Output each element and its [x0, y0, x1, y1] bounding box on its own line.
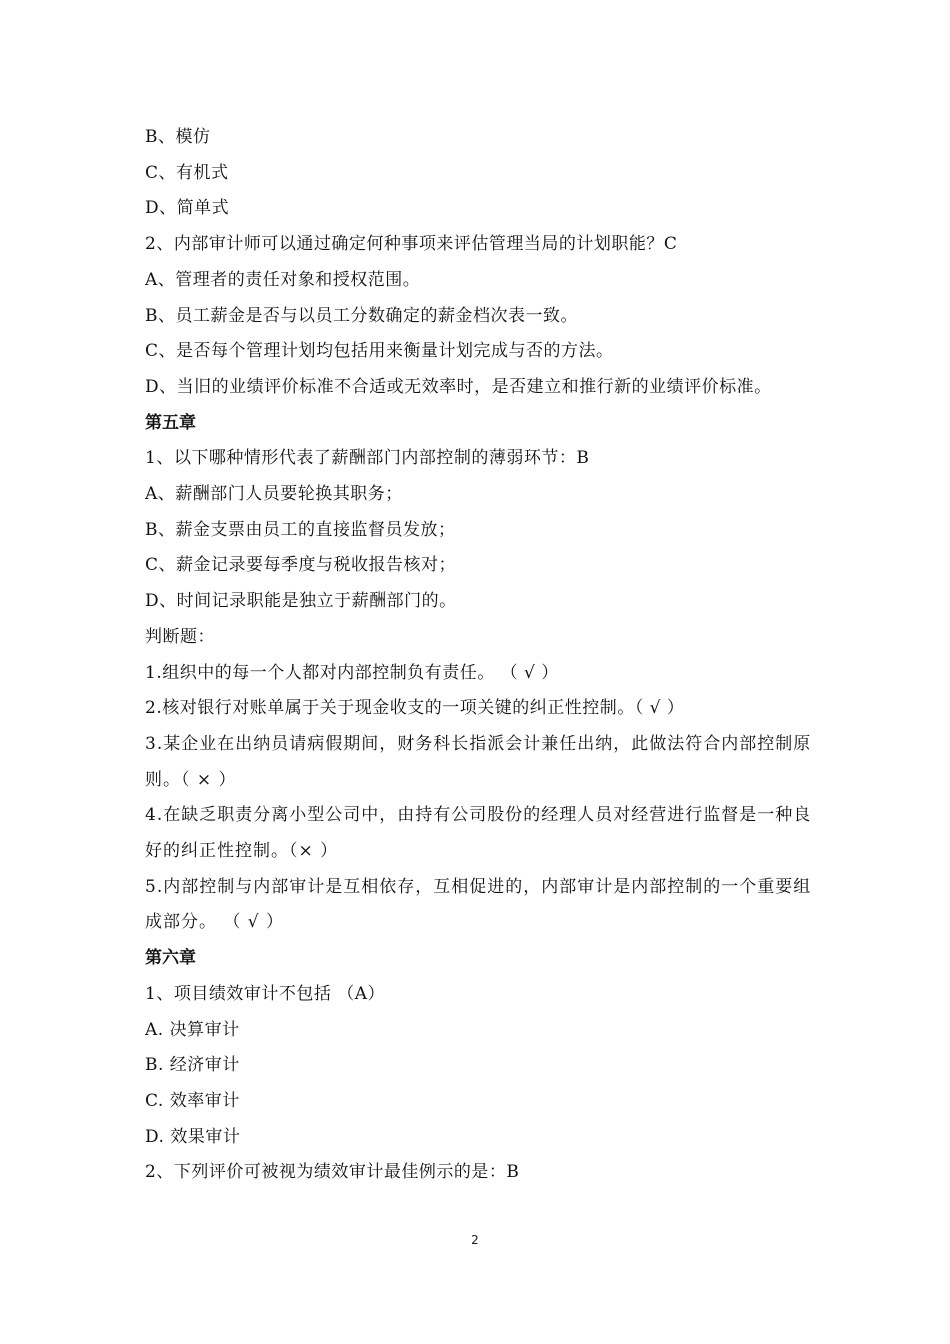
true-false-heading: 判断题：: [145, 626, 215, 647]
true-false-item-1: 1.组织中的每一个人都对内部控制负有责任。 （ √ ）: [145, 662, 559, 683]
question-2-planning-function: 2、内部审计师可以通过确定何种事项来评估管理当局的计划职能？C: [145, 234, 678, 255]
question-1-payroll-control: 1、以下哪种情形代表了薪酬部门内部控制的薄弱环节：B: [145, 448, 590, 469]
option-a-final-accounts-audit: A. 决算审计: [145, 1019, 240, 1040]
option-d-simple: D、简单式: [145, 198, 230, 219]
chapter-5-heading: 第五章: [145, 412, 196, 433]
option-c: C、薪金记录要每季度与税收报告核对；: [145, 555, 457, 576]
true-false-item-4: 4.在缺乏职责分离小型公司中，由持有公司股份的经理人员对经营进行监督是一种良好的纠正性控制。（× ）: [145, 805, 812, 862]
true-false-item-3: 3.某企业在出纳员请病假期间，财务科长指派会计兼任出纳，此做法符合内部控制原则。（ × ）: [145, 733, 812, 790]
true-false-item-2: 2.核对银行对账单属于关于现金收支的一项关键的纠正性控制。（ √ ）: [145, 698, 685, 719]
question-2-best-example: 2、下列评价可被视为绩效审计最佳例示的是：B: [145, 1162, 520, 1183]
option-d-effectiveness-audit: D. 效果审计: [145, 1126, 241, 1147]
true-false-item-5: 5.内部控制与内部审计是互相依存，互相促进的，内部审计是内部控制的一个重要组成部分。 （ √ ）: [145, 876, 812, 933]
page-number: 2: [471, 1233, 479, 1247]
chapter-6-heading: 第六章: [145, 948, 196, 969]
option-c-organic: C、有机式: [145, 162, 229, 183]
option-a: A、薪酬部门人员要轮换其职务；: [145, 484, 403, 505]
option-a: A、管理者的责任对象和授权范围。: [145, 269, 421, 290]
option-b: B、员工薪金是否与以员工分数确定的薪金档次表一致。: [145, 305, 578, 326]
option-d: D、当旧的业绩评价标准不合适或无效率时，是否建立和推行新的业绩评价标准。: [145, 376, 772, 397]
option-c-efficiency-audit: C. 效率审计: [145, 1090, 240, 1111]
page-content: [145, 120, 815, 1191]
option-b: B、薪金支票由员工的直接监督员发放；: [145, 519, 456, 540]
option-c: C、是否每个管理计划均包括用来衡量计划完成与否的方法。: [145, 341, 614, 362]
option-b-economy-audit: B. 经济审计: [145, 1055, 240, 1076]
question-1-performance-audit: 1、项目绩效审计不包括 （A）: [145, 983, 385, 1004]
option-d: D、时间记录职能是独立于薪酬部门的。: [145, 591, 457, 612]
option-b-imitation: B、模仿: [145, 127, 211, 147]
